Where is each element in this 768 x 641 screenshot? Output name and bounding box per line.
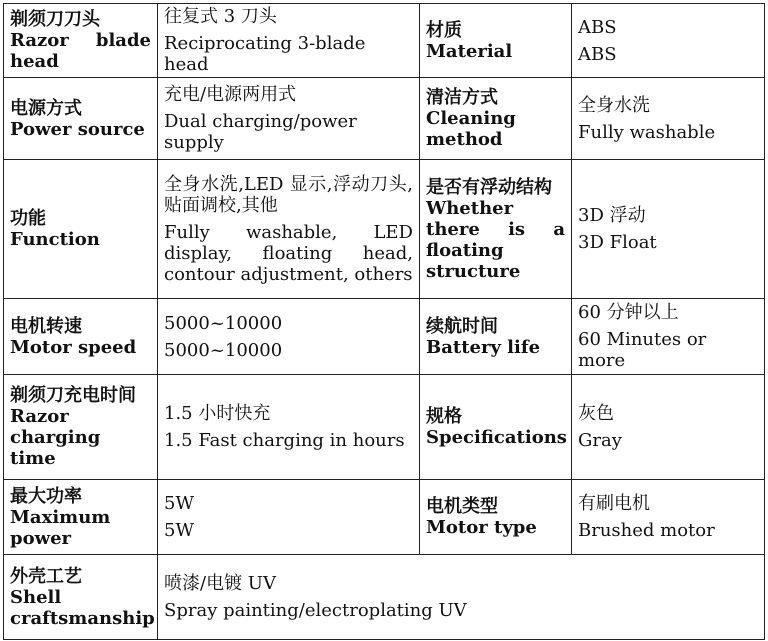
value-en: Reciprocating 3-blade head [164, 33, 366, 75]
value-cell [572, 480, 765, 555]
key-label-zh: 材质 [426, 19, 462, 41]
value-zh: 5W [164, 493, 194, 514]
value-cell [572, 160, 765, 299]
key-label-en: Razor charging time [10, 406, 101, 469]
key-cell [4, 78, 158, 160]
key-cell [4, 160, 158, 299]
key-cell [420, 480, 572, 555]
key-label-zh: 功能 [10, 208, 46, 229]
value-zh: 1.5 小时快充 [164, 403, 271, 424]
value-cell [572, 78, 765, 160]
key-cell [4, 299, 158, 375]
value-cell [158, 375, 420, 480]
key-label-en: Maximum power [10, 506, 111, 549]
value-en: Gray [578, 430, 622, 451]
value-cell [158, 4, 420, 78]
table-row [4, 480, 765, 555]
key-label-zh: 续航时间 [426, 315, 498, 337]
value-zh: 60 分钟以上 [578, 302, 679, 323]
value-en: Brushed motor [578, 520, 715, 541]
key-label-en: Battery life [426, 336, 541, 358]
value-zh: 全身水洗 [578, 94, 650, 116]
value-zh: 灰色 [578, 403, 614, 424]
key-label-zh: 电源方式 [10, 97, 82, 119]
table-row [4, 375, 765, 480]
table-row [4, 555, 765, 640]
key-label-zh: 剃须刀充电时间 [10, 385, 136, 406]
key-cell [4, 4, 158, 78]
value-en: Fully washable, LED display, floating head, contour adjustment, others [164, 221, 413, 285]
key-cell [4, 555, 158, 640]
key-label-zh: 是否有浮动结构 [426, 176, 552, 198]
table-row [4, 78, 765, 160]
key-label-zh: 规格 [426, 406, 462, 427]
value-en: Fully washable [578, 121, 716, 143]
value-en: 5W [164, 520, 194, 541]
key-cell [420, 78, 572, 160]
table-row [4, 160, 765, 299]
value-zh: 往复式 3 刀头 [164, 6, 277, 27]
key-label-en: Shell craftsmanship [10, 586, 155, 629]
value-zh: 充电/电源两用式 [164, 84, 297, 105]
value-zh: 3D 浮动 [578, 205, 646, 226]
key-label-en: Motor type [426, 517, 537, 538]
value-cell [158, 480, 420, 555]
key-label-en: Motor speed [10, 336, 137, 358]
key-label-en: Power source [10, 118, 145, 140]
value-zh: 5000~10000 [164, 312, 283, 334]
key-label-en: Function [10, 229, 100, 250]
value-cell [158, 555, 765, 640]
key-label-zh: 外壳工艺 [10, 565, 82, 587]
value-cell [572, 4, 765, 78]
key-label-zh: 电机类型 [426, 496, 498, 517]
value-zh: 全身水洗,LED 显示,浮动刀头,贴面调校,其他 [164, 173, 413, 216]
value-cell [572, 375, 765, 480]
value-en: Spray painting/electroplating UV [164, 600, 467, 621]
value-zh: 有刷电机 [578, 493, 650, 514]
key-cell [420, 4, 572, 78]
value-cell [572, 299, 765, 375]
key-label-en: Material [426, 40, 513, 62]
value-zh: ABS [578, 16, 617, 38]
key-label-en: Razor blade head [10, 30, 151, 72]
key-label-zh: 最大功率 [10, 485, 82, 507]
key-label-zh: 清洁方式 [426, 87, 498, 108]
value-cell [158, 78, 420, 160]
key-cell [420, 160, 572, 299]
key-label-en: Cleaning method [426, 108, 516, 150]
value-en: 1.5 Fast charging in hours [164, 430, 405, 451]
value-en: 3D Float [578, 232, 657, 253]
value-en: ABS [578, 43, 617, 65]
key-label-en: Specifications [426, 427, 567, 448]
table-row [4, 299, 765, 375]
value-cell [158, 299, 420, 375]
key-cell [4, 375, 158, 480]
key-cell [420, 299, 572, 375]
key-label-en: Whether there is a floating structure [426, 197, 565, 282]
value-cell [158, 160, 420, 299]
value-en: 60 Minutes or more [578, 329, 707, 371]
value-zh: 喷漆/电镀 UV [164, 573, 276, 594]
value-en: 5000~10000 [164, 339, 283, 361]
table-row [4, 4, 765, 78]
value-en: Dual charging/power supply [164, 111, 357, 153]
spec-table [3, 3, 765, 640]
key-label-zh: 电机转速 [10, 315, 82, 337]
key-cell [4, 480, 158, 555]
key-cell [420, 375, 572, 480]
key-label-zh: 剃须刀刀头 [10, 9, 100, 30]
